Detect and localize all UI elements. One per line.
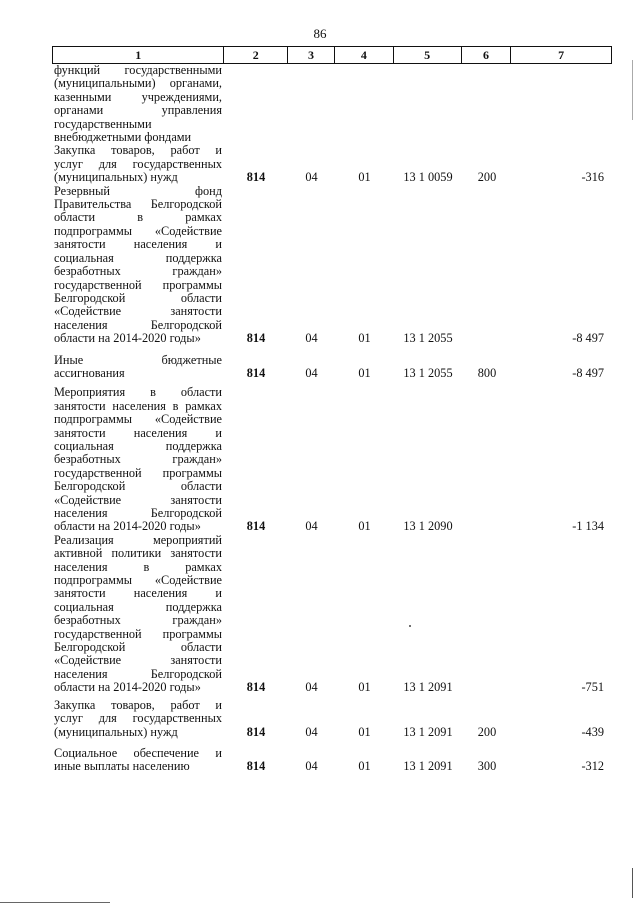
description-line: государственной программы bbox=[54, 465, 222, 480]
row-description bbox=[52, 747, 224, 774]
description-line: населения Белгородской bbox=[54, 506, 222, 520]
code-target: 13 1 2091 bbox=[403, 759, 453, 774]
header-col-2: 2 bbox=[224, 47, 288, 63]
header-col-6: 6 bbox=[462, 47, 512, 63]
code-target: 13 1 2091 bbox=[403, 724, 453, 739]
code-target: 13 1 2055 bbox=[403, 331, 453, 346]
description-line: «Содействие занятости bbox=[54, 492, 222, 507]
description-line: Белгородской области bbox=[54, 479, 222, 494]
description-line: Белгородской области bbox=[54, 640, 222, 655]
code-subsection: 01 bbox=[358, 170, 371, 185]
table-row bbox=[52, 699, 612, 739]
row-description bbox=[52, 64, 224, 144]
description-line: Реализация мероприятий bbox=[54, 532, 222, 547]
code-main: 814 bbox=[246, 519, 266, 534]
row-description bbox=[52, 354, 224, 381]
code-subsection: 01 bbox=[358, 680, 371, 695]
description-line: Закупка товаров, работ и bbox=[54, 143, 222, 158]
description-line: безработных граждан» bbox=[54, 264, 222, 279]
table-row bbox=[52, 534, 612, 695]
description-line: занятости населения и bbox=[54, 237, 222, 252]
table-row bbox=[52, 747, 612, 774]
description-line: (муниципальными) органами, bbox=[54, 76, 222, 91]
description-line: области на 2014-2020 годы» bbox=[54, 519, 201, 534]
amount: -751 bbox=[581, 680, 604, 695]
table-body bbox=[52, 64, 612, 774]
description-line: казенными учреждениями, bbox=[54, 89, 222, 104]
description-line: области на 2014-2020 годы» bbox=[54, 680, 201, 695]
code-section: 04 bbox=[305, 724, 318, 739]
description-line: государственными bbox=[54, 116, 152, 131]
description-line: услуг для государственных bbox=[54, 711, 222, 726]
description-line: безработных граждан» bbox=[54, 452, 222, 467]
description-line: Закупка товаров, работ и bbox=[54, 697, 222, 712]
code-section: 04 bbox=[305, 365, 318, 380]
description-line: Правительства Белгородской bbox=[54, 197, 222, 212]
table-row bbox=[52, 185, 612, 346]
amount: -1 134 bbox=[572, 519, 604, 534]
code-subsection: 01 bbox=[358, 365, 371, 380]
description-line: подпрограммы «Содействие bbox=[54, 223, 222, 238]
description-line: населения Белгородской bbox=[54, 666, 222, 681]
description-line: безработных граждан» bbox=[54, 613, 222, 628]
amount: -316 bbox=[581, 170, 604, 185]
margin-mark bbox=[632, 60, 633, 120]
description-line: иные выплаты населению bbox=[54, 759, 190, 774]
page-number: 86 bbox=[313, 26, 327, 41]
scan-speck bbox=[409, 625, 411, 627]
description-line: Иные бюджетные bbox=[54, 352, 222, 367]
row-description bbox=[52, 386, 224, 533]
header-col-3: 3 bbox=[288, 47, 335, 63]
row-description bbox=[52, 185, 224, 346]
description-line: социальная поддержка bbox=[54, 250, 222, 265]
code-target: 13 1 0059 bbox=[403, 170, 453, 185]
amount: -8 497 bbox=[572, 331, 604, 346]
description-line: государственной программы bbox=[54, 277, 222, 292]
code-main: 814 bbox=[246, 331, 266, 346]
description-line: активной политики занятости bbox=[54, 546, 222, 561]
code-expense-type: 200 bbox=[477, 170, 497, 185]
table-row bbox=[52, 144, 612, 184]
margin-mark bbox=[632, 868, 633, 898]
row-description bbox=[52, 534, 224, 695]
code-section: 04 bbox=[305, 759, 318, 774]
row-description bbox=[52, 699, 224, 739]
description-line: «Содействие занятости bbox=[54, 653, 222, 668]
description-line: внебюджетными фондами bbox=[54, 130, 192, 145]
description-line: социальная поддержка bbox=[54, 599, 222, 614]
code-main: 814 bbox=[246, 365, 266, 380]
description-line: занятости населения и bbox=[54, 425, 222, 440]
code-expense-type: 200 bbox=[477, 724, 497, 739]
code-expense-type: 300 bbox=[477, 759, 497, 774]
description-line: ассигнования bbox=[54, 365, 125, 380]
header-col-1: 1 bbox=[53, 47, 224, 63]
description-line: населения Белгородской bbox=[54, 317, 222, 332]
code-main: 814 bbox=[246, 170, 266, 185]
footer-rule bbox=[0, 902, 110, 903]
table-header bbox=[52, 46, 612, 64]
row-description bbox=[52, 144, 224, 184]
amount: -312 bbox=[581, 759, 604, 774]
code-subsection: 01 bbox=[358, 724, 371, 739]
description-line: области на 2014-2020 годы» bbox=[54, 331, 201, 346]
description-line: подпрограммы «Содействие bbox=[54, 573, 222, 588]
description-line: области в рамках bbox=[54, 210, 222, 225]
code-main: 814 bbox=[246, 680, 266, 695]
table-row bbox=[52, 386, 612, 533]
amount: -8 497 bbox=[572, 365, 604, 380]
amount: -439 bbox=[581, 724, 604, 739]
description-line: Резервный фонд bbox=[54, 183, 222, 198]
description-line: занятости населения в рамках bbox=[54, 398, 222, 413]
code-section: 04 bbox=[305, 680, 318, 695]
table-row bbox=[52, 64, 612, 144]
description-line: органами управления bbox=[54, 103, 222, 118]
code-section: 04 bbox=[305, 519, 318, 534]
description-line: социальная поддержка bbox=[54, 438, 222, 453]
description-line: подпрограммы «Содействие bbox=[54, 412, 222, 427]
table-row bbox=[52, 354, 612, 381]
code-expense-type: 800 bbox=[477, 365, 497, 380]
description-line: (муниципальных) нужд bbox=[54, 724, 178, 739]
code-target: 13 1 2055 bbox=[403, 365, 453, 380]
code-subsection: 01 bbox=[358, 331, 371, 346]
header-col-4: 4 bbox=[335, 47, 394, 63]
code-target: 13 1 2090 bbox=[403, 519, 453, 534]
code-section: 04 bbox=[305, 170, 318, 185]
description-line: «Содействие занятости bbox=[54, 304, 222, 319]
description-line: занятости населения и bbox=[54, 586, 222, 601]
header-col-7: 7 bbox=[558, 47, 565, 62]
description-line: услуг для государственных bbox=[54, 156, 222, 171]
description-line: Мероприятия в области bbox=[54, 385, 222, 400]
description-line: государственной программы bbox=[54, 626, 222, 641]
code-subsection: 01 bbox=[358, 759, 371, 774]
header-col-5: 5 bbox=[394, 47, 462, 63]
description-line: Белгородской области bbox=[54, 290, 222, 305]
code-main: 814 bbox=[246, 759, 266, 774]
code-main: 814 bbox=[246, 724, 266, 739]
code-subsection: 01 bbox=[358, 519, 371, 534]
description-line: населения в рамках bbox=[54, 559, 222, 574]
description-line: Социальное обеспечение и bbox=[54, 745, 222, 760]
code-target: 13 1 2091 bbox=[403, 680, 453, 695]
description-line: (муниципальных) нужд bbox=[54, 170, 178, 185]
description-line: функций государственными bbox=[54, 63, 222, 77]
code-section: 04 bbox=[305, 331, 318, 346]
